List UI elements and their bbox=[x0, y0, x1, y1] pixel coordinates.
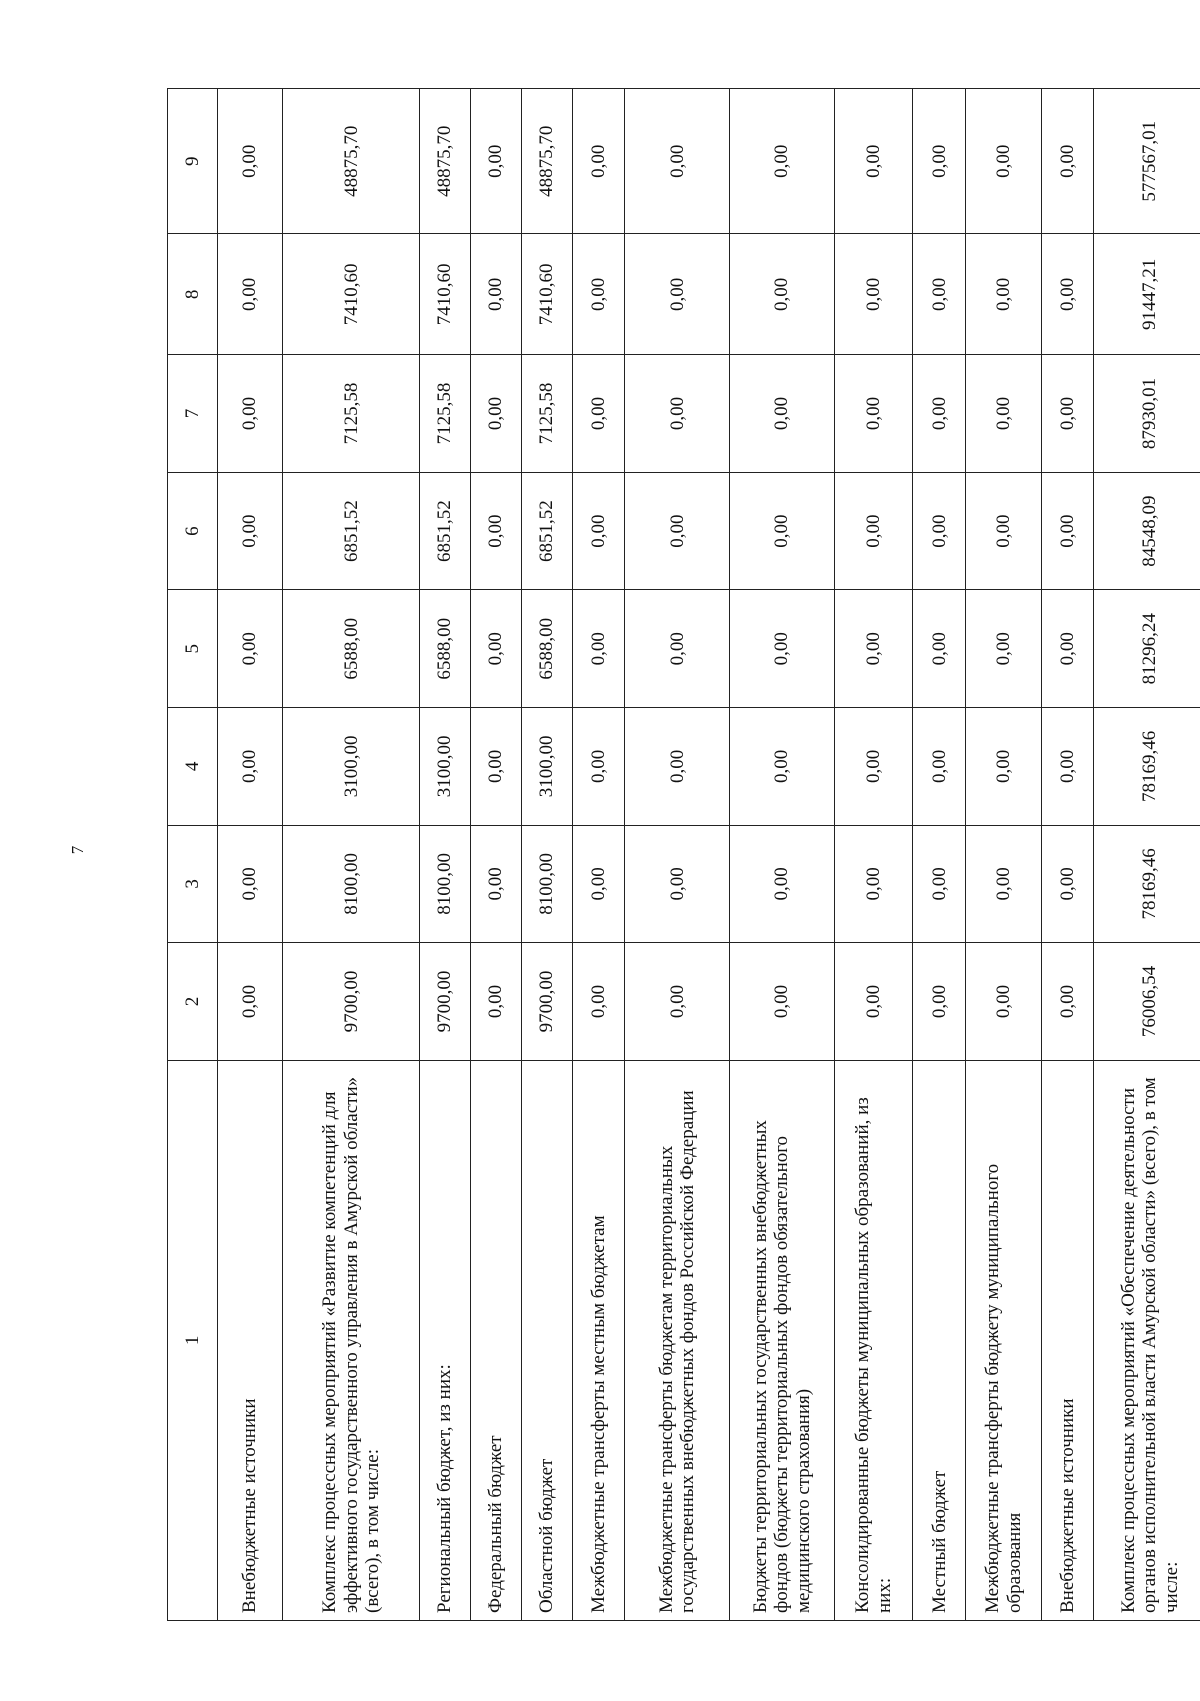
cell-value: 0,00 bbox=[573, 89, 625, 234]
cell-value: 0,00 bbox=[966, 472, 1042, 590]
table-row bbox=[834, 89, 912, 1621]
table-row bbox=[625, 89, 730, 1621]
cell-value: 0,00 bbox=[913, 355, 966, 473]
cell-value: 0,00 bbox=[966, 590, 1042, 708]
cell-value: 87930,01 bbox=[1094, 355, 1200, 473]
row-label: Областной бюджет bbox=[521, 1060, 573, 1620]
cell-value: 0,00 bbox=[834, 590, 912, 708]
cell-value: 6851,52 bbox=[420, 472, 471, 590]
cell-value: 0,00 bbox=[730, 825, 835, 943]
column-header: 9 bbox=[168, 89, 218, 234]
column-header: 1 bbox=[168, 1060, 218, 1620]
cell-value: 6851,52 bbox=[521, 472, 573, 590]
header-row bbox=[168, 89, 218, 1621]
cell-value: 3100,00 bbox=[283, 708, 420, 826]
cell-value: 0,00 bbox=[1042, 234, 1094, 355]
budget-table-rotated bbox=[167, 88, 1200, 1621]
cell-value: 6588,00 bbox=[420, 590, 471, 708]
row-label: Местный бюджет bbox=[913, 1060, 966, 1620]
cell-value: 0,00 bbox=[834, 943, 912, 1061]
cell-value: 0,00 bbox=[730, 472, 835, 590]
cell-value: 8100,00 bbox=[420, 825, 471, 943]
cell-value: 0,00 bbox=[913, 590, 966, 708]
cell-value: 0,00 bbox=[913, 943, 966, 1061]
cell-value: 0,00 bbox=[217, 825, 283, 943]
table-row bbox=[1094, 89, 1200, 1621]
cell-value: 0,00 bbox=[573, 708, 625, 826]
cell-value: 0,00 bbox=[913, 708, 966, 826]
cell-value: 6588,00 bbox=[283, 590, 420, 708]
cell-value: 0,00 bbox=[913, 472, 966, 590]
cell-value: 0,00 bbox=[573, 355, 625, 473]
row-label: Межбюджетные трансферты местным бюджетам bbox=[573, 1060, 625, 1620]
cell-value: 0,00 bbox=[834, 825, 912, 943]
page-number: 7 bbox=[68, 845, 87, 855]
cell-value: 0,00 bbox=[573, 472, 625, 590]
cell-value: 0,00 bbox=[625, 234, 730, 355]
cell-value: 0,00 bbox=[217, 89, 283, 234]
cell-value: 0,00 bbox=[625, 590, 730, 708]
cell-value: 0,00 bbox=[966, 355, 1042, 473]
cell-value: 9700,00 bbox=[283, 943, 420, 1061]
table-row bbox=[913, 89, 966, 1621]
cell-value: 8100,00 bbox=[283, 825, 420, 943]
cell-value: 78169,46 bbox=[1094, 825, 1200, 943]
cell-value: 48875,70 bbox=[420, 89, 471, 234]
cell-value: 0,00 bbox=[470, 708, 521, 826]
cell-value: 0,00 bbox=[1042, 590, 1094, 708]
cell-value: 7410,60 bbox=[420, 234, 471, 355]
cell-value: 0,00 bbox=[834, 234, 912, 355]
table-row bbox=[470, 89, 521, 1621]
cell-value: 8100,00 bbox=[521, 825, 573, 943]
cell-value: 0,00 bbox=[1042, 89, 1094, 234]
row-label: Бюджеты территориальных государственных внебюджетных фондов (бюджеты территориальных фондов обязательного медицинского страхования) bbox=[730, 1060, 835, 1620]
cell-value: 6588,00 bbox=[521, 590, 573, 708]
row-label: Комплекс процессных мероприятий «Развитие компетенций для эффективного государственного управления в Амурской области» (всего), в том числе: bbox=[283, 1060, 420, 1620]
row-label: Межбюджетные трансферты бюджетам территориальных государственных внебюджетных фондов Российской Федерации bbox=[625, 1060, 730, 1620]
column-header: 2 bbox=[168, 943, 218, 1061]
column-header: 4 bbox=[168, 708, 218, 826]
cell-value: 0,00 bbox=[1042, 708, 1094, 826]
row-label: Консолидированные бюджеты муниципальных образований, из них: bbox=[834, 1060, 912, 1620]
cell-value: 0,00 bbox=[966, 943, 1042, 1061]
budget-table-area bbox=[167, 88, 1200, 1621]
table-row bbox=[283, 89, 420, 1621]
cell-value: 0,00 bbox=[730, 89, 835, 234]
cell-value: 0,00 bbox=[470, 590, 521, 708]
cell-value: 0,00 bbox=[217, 708, 283, 826]
cell-value: 0,00 bbox=[217, 355, 283, 473]
cell-value: 7125,58 bbox=[420, 355, 471, 473]
cell-value: 0,00 bbox=[470, 825, 521, 943]
cell-value: 0,00 bbox=[966, 708, 1042, 826]
row-label: Внебюджетные источники bbox=[217, 1060, 283, 1620]
table-row bbox=[573, 89, 625, 1621]
cell-value: 0,00 bbox=[1042, 472, 1094, 590]
cell-value: 0,00 bbox=[913, 825, 966, 943]
cell-value: 0,00 bbox=[625, 825, 730, 943]
row-label: Федеральный бюджет bbox=[470, 1060, 521, 1620]
cell-value: 0,00 bbox=[730, 355, 835, 473]
cell-value: 0,00 bbox=[834, 708, 912, 826]
cell-value: 0,00 bbox=[834, 355, 912, 473]
cell-value: 0,00 bbox=[573, 943, 625, 1061]
cell-value: 3100,00 bbox=[521, 708, 573, 826]
cell-value: 0,00 bbox=[217, 590, 283, 708]
cell-value: 48875,70 bbox=[283, 89, 420, 234]
row-label: Региональный бюджет, из них: bbox=[420, 1060, 471, 1620]
table-row bbox=[730, 89, 835, 1621]
cell-value: 76006,54 bbox=[1094, 943, 1200, 1061]
column-header: 3 bbox=[168, 825, 218, 943]
table-row bbox=[1042, 89, 1094, 1621]
cell-value: 7125,58 bbox=[521, 355, 573, 473]
table-row bbox=[420, 89, 471, 1621]
cell-value: 0,00 bbox=[730, 943, 835, 1061]
cell-value: 0,00 bbox=[573, 590, 625, 708]
cell-value: 7410,60 bbox=[521, 234, 573, 355]
cell-value: 0,00 bbox=[730, 590, 835, 708]
row-label: Комплекс процессных мероприятий «Обеспечение деятельности органов исполнительной власти Амурской области» (всего), в том числе: bbox=[1094, 1060, 1200, 1620]
cell-value: 0,00 bbox=[217, 472, 283, 590]
cell-value: 0,00 bbox=[470, 89, 521, 234]
table-row bbox=[966, 89, 1042, 1621]
cell-value: 9700,00 bbox=[521, 943, 573, 1061]
cell-value: 7125,58 bbox=[283, 355, 420, 473]
cell-value: 0,00 bbox=[470, 355, 521, 473]
row-label: Внебюджетные источники bbox=[1042, 1060, 1094, 1620]
cell-value: 9700,00 bbox=[420, 943, 471, 1061]
cell-value: 0,00 bbox=[573, 234, 625, 355]
cell-value: 0,00 bbox=[730, 234, 835, 355]
cell-value: 0,00 bbox=[625, 472, 730, 590]
cell-value: 0,00 bbox=[625, 355, 730, 473]
cell-value: 0,00 bbox=[625, 708, 730, 826]
cell-value: 3100,00 bbox=[420, 708, 471, 826]
cell-value: 0,00 bbox=[625, 89, 730, 234]
table-row bbox=[217, 89, 283, 1621]
cell-value: 0,00 bbox=[573, 825, 625, 943]
cell-value: 0,00 bbox=[1042, 355, 1094, 473]
table-row bbox=[521, 89, 573, 1621]
cell-value: 78169,46 bbox=[1094, 708, 1200, 826]
cell-value: 7410,60 bbox=[283, 234, 420, 355]
cell-value: 0,00 bbox=[966, 234, 1042, 355]
cell-value: 0,00 bbox=[913, 234, 966, 355]
cell-value: 0,00 bbox=[1042, 825, 1094, 943]
cell-value: 81296,24 bbox=[1094, 590, 1200, 708]
budget-table bbox=[167, 88, 1200, 1621]
cell-value: 577567,01 bbox=[1094, 89, 1200, 234]
cell-value: 0,00 bbox=[1042, 943, 1094, 1061]
column-header: 8 bbox=[168, 234, 218, 355]
cell-value: 48875,70 bbox=[521, 89, 573, 234]
cell-value: 91447,21 bbox=[1094, 234, 1200, 355]
cell-value: 0,00 bbox=[966, 89, 1042, 234]
cell-value: 0,00 bbox=[470, 472, 521, 590]
cell-value: 6851,52 bbox=[283, 472, 420, 590]
cell-value: 0,00 bbox=[913, 89, 966, 234]
column-header: 7 bbox=[168, 355, 218, 473]
column-header: 5 bbox=[168, 590, 218, 708]
cell-value: 84548,09 bbox=[1094, 472, 1200, 590]
cell-value: 0,00 bbox=[470, 234, 521, 355]
cell-value: 0,00 bbox=[834, 472, 912, 590]
cell-value: 0,00 bbox=[217, 234, 283, 355]
cell-value: 0,00 bbox=[217, 943, 283, 1061]
cell-value: 0,00 bbox=[470, 943, 521, 1061]
row-label: Межбюджетные трансферты бюджету муниципального образования bbox=[966, 1060, 1042, 1620]
column-header: 6 bbox=[168, 472, 218, 590]
cell-value: 0,00 bbox=[730, 708, 835, 826]
cell-value: 0,00 bbox=[966, 825, 1042, 943]
cell-value: 0,00 bbox=[834, 89, 912, 234]
cell-value: 0,00 bbox=[625, 943, 730, 1061]
